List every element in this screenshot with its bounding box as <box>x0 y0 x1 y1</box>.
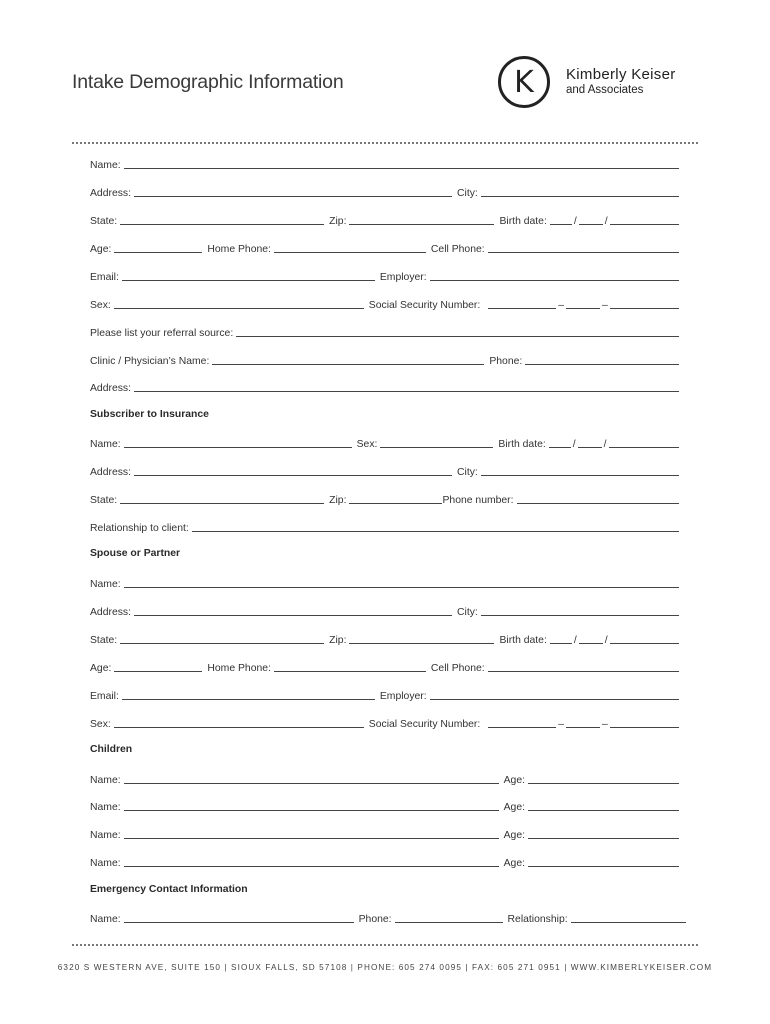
date-slash: / <box>573 635 577 646</box>
phone-label: Phone: <box>489 356 523 367</box>
subscriber-zip-field[interactable] <box>349 503 442 504</box>
subscriber-state-field[interactable] <box>120 503 324 504</box>
client-address-field[interactable] <box>134 196 452 197</box>
client-zip-field[interactable] <box>349 224 494 225</box>
client-state-field[interactable] <box>120 224 324 225</box>
client-ssn-part1-field[interactable] <box>488 308 556 309</box>
date-slash: / <box>604 216 608 227</box>
home-phone-label: Home Phone: <box>207 663 271 674</box>
date-slash: / <box>603 439 607 450</box>
state-label: State: <box>90 216 118 227</box>
email-label: Email: <box>90 691 119 702</box>
spouse-email-field[interactable] <box>122 699 375 700</box>
referral-label: Please list your referral source: <box>90 328 234 339</box>
clinic-row <box>90 353 679 367</box>
subscriber-name-row <box>90 436 679 450</box>
age-label: Age: <box>503 775 525 786</box>
birth-date-label: Birth date: <box>499 216 547 227</box>
client-ssn-part2-field[interactable] <box>566 308 600 309</box>
client-birth-day-field[interactable] <box>579 224 603 225</box>
name-label: Name: <box>90 775 121 786</box>
client-birth-year-field[interactable] <box>610 224 679 225</box>
cell-phone-label: Cell Phone: <box>430 663 485 674</box>
spouse-home-phone-field[interactable] <box>274 671 426 672</box>
ssn-dash: – <box>602 300 608 311</box>
emergency-relationship-field[interactable] <box>571 922 686 923</box>
client-email-row <box>90 269 679 283</box>
child-2-age-field[interactable] <box>528 810 679 811</box>
spouse-sex-row <box>90 716 679 730</box>
name-label: Name: <box>90 858 121 869</box>
client-name-field[interactable] <box>124 168 679 169</box>
child-2-name-field[interactable] <box>124 810 499 811</box>
client-address-row <box>90 185 679 199</box>
spouse-birth-day-field[interactable] <box>579 643 603 644</box>
child-3-age-field[interactable] <box>528 838 679 839</box>
subscriber-relationship-row <box>90 520 679 534</box>
address-label: Address: <box>90 188 132 199</box>
section-heading-spouse: Spouse or Partner <box>90 548 181 559</box>
child-4-age-field[interactable] <box>528 866 679 867</box>
section-heading-children: Children <box>90 744 133 755</box>
client-city-field[interactable] <box>481 196 679 197</box>
client-sex-field[interactable] <box>114 308 364 309</box>
child-row-1 <box>90 772 679 786</box>
birth-date-label: Birth date: <box>498 439 546 450</box>
client-name-row <box>90 157 679 171</box>
spouse-ssn-part3-field[interactable] <box>610 727 679 728</box>
subscriber-address-row <box>90 464 679 478</box>
section-heading-emergency: Emergency Contact Information <box>90 884 248 895</box>
clinic-address-field[interactable] <box>134 391 679 392</box>
sex-label: Sex: <box>90 719 111 730</box>
client-ssn-part3-field[interactable] <box>610 308 679 309</box>
emergency-contact-row <box>90 911 686 925</box>
spouse-ssn-part2-field[interactable] <box>566 727 600 728</box>
section-heading-subscriber: Subscriber to Insurance <box>90 409 209 420</box>
spouse-city-field[interactable] <box>481 615 679 616</box>
child-3-name-field[interactable] <box>124 838 499 839</box>
ssn-dash: – <box>558 719 565 730</box>
spouse-email-row <box>90 688 679 702</box>
age-label: Age: <box>90 244 112 255</box>
name-label: Name: <box>90 439 121 450</box>
subscriber-relationship-field[interactable] <box>192 531 679 532</box>
logo-text <box>566 67 676 97</box>
subscriber-birth-year-field[interactable] <box>609 447 679 448</box>
subscriber-city-field[interactable] <box>481 475 679 476</box>
spouse-birth-year-field[interactable] <box>610 643 679 644</box>
ssn-dash: – <box>558 300 565 311</box>
clinic-phone-field[interactable] <box>525 364 679 365</box>
logo-company-name: Kimberly Keiser <box>566 66 676 84</box>
child-row-3 <box>90 827 679 841</box>
name-label: Name: <box>90 160 121 171</box>
client-age-row <box>90 241 679 255</box>
date-slash: / <box>573 216 577 227</box>
home-phone-label: Home Phone: <box>207 244 271 255</box>
child-1-name-field[interactable] <box>124 783 499 784</box>
employer-label: Employer: <box>379 691 427 702</box>
address-label: Address: <box>90 383 132 394</box>
sex-label: Sex: <box>356 439 378 450</box>
name-label: Name: <box>90 802 121 813</box>
subscriber-address-field[interactable] <box>134 475 452 476</box>
cell-phone-label: Cell Phone: <box>430 244 485 255</box>
employer-label: Employer: <box>379 272 427 283</box>
name-label: Name: <box>90 579 121 590</box>
emergency-name-field[interactable] <box>124 922 354 923</box>
phone-label: Phone: <box>358 914 392 925</box>
zip-label: Zip: <box>329 635 347 646</box>
spouse-age-field[interactable] <box>114 671 202 672</box>
date-slash: / <box>572 439 576 450</box>
phone-number-label: Phone number: <box>442 495 514 506</box>
spouse-birth-month-field[interactable] <box>550 643 572 644</box>
age-label: Age: <box>90 663 112 674</box>
spouse-name-field[interactable] <box>124 587 679 588</box>
state-label: State: <box>90 635 118 646</box>
top-dotted-divider <box>72 142 698 144</box>
sex-label: Sex: <box>90 300 111 311</box>
birth-date-label: Birth date: <box>499 635 547 646</box>
ssn-label: Social Security Number: <box>368 300 481 311</box>
age-label: Age: <box>503 858 525 869</box>
referral-row <box>90 325 679 339</box>
clinic-label: Clinic / Physician’s Name: <box>90 356 210 367</box>
zip-label: Zip: <box>329 216 347 227</box>
page-title: Intake Demographic Information <box>72 71 344 93</box>
subscriber-sex-field[interactable] <box>380 447 493 448</box>
client-sex-row <box>90 297 679 311</box>
client-email-field[interactable] <box>122 280 375 281</box>
city-label: City: <box>457 607 478 618</box>
child-1-age-field[interactable] <box>528 783 679 784</box>
spouse-name-row <box>90 576 679 590</box>
name-label: Name: <box>90 914 121 925</box>
clinic-address-row <box>90 380 679 394</box>
city-label: City: <box>457 188 478 199</box>
ssn-dash: – <box>602 719 608 730</box>
relationship-label: Relationship: <box>507 914 568 925</box>
age-label: Age: <box>503 830 525 841</box>
city-label: City: <box>457 467 478 478</box>
age-label: Age: <box>503 802 525 813</box>
child-4-name-field[interactable] <box>124 866 499 867</box>
child-row-4 <box>90 855 679 869</box>
subscriber-birth-month-field[interactable] <box>549 447 571 448</box>
clinic-name-field[interactable] <box>212 364 484 365</box>
logo-company-subtitle: and Associates <box>566 84 644 97</box>
spouse-zip-field[interactable] <box>349 643 494 644</box>
footer-contact-info: 6320 S WESTERN AVE, SUITE 150 | SIOUX FALLS, SD 57108 | PHONE: 605 274 0095 | FAX: 605 271 0951 | WWW.KIMBERLYKEISER.COM <box>57 963 713 972</box>
spouse-address-row <box>90 604 679 618</box>
client-state-row <box>90 213 679 227</box>
date-slash: / <box>604 635 608 646</box>
name-label: Name: <box>90 830 121 841</box>
subscriber-name-field[interactable] <box>124 447 352 448</box>
bottom-dotted-divider <box>72 944 698 946</box>
spouse-state-field[interactable] <box>120 643 324 644</box>
spouse-sex-field[interactable] <box>114 727 364 728</box>
child-row-2 <box>90 799 679 813</box>
zip-label: Zip: <box>329 495 347 506</box>
subscriber-birth-day-field[interactable] <box>578 447 602 448</box>
address-label: Address: <box>90 607 132 618</box>
client-employer-field[interactable] <box>430 280 679 281</box>
address-label: Address: <box>90 467 132 478</box>
email-label: Email: <box>90 272 119 283</box>
client-cell-phone-field[interactable] <box>488 252 679 253</box>
relationship-to-client-label: Relationship to client: <box>90 523 189 534</box>
spouse-ssn-part1-field[interactable] <box>488 727 556 728</box>
referral-source-field[interactable] <box>236 336 679 337</box>
ssn-label: Social Security Number: <box>368 719 481 730</box>
emergency-phone-field[interactable] <box>395 922 503 923</box>
client-age-field[interactable] <box>114 252 202 253</box>
subscriber-state-row <box>90 492 679 506</box>
spouse-state-row <box>90 632 679 646</box>
client-birth-month-field[interactable] <box>550 224 572 225</box>
logo-k-mark: K <box>498 56 550 108</box>
spouse-cell-phone-field[interactable] <box>488 671 679 672</box>
state-label: State: <box>90 495 118 506</box>
spouse-employer-field[interactable] <box>430 699 679 700</box>
subscriber-phone-field[interactable] <box>517 503 679 504</box>
client-home-phone-field[interactable] <box>274 252 426 253</box>
company-logo <box>498 56 676 108</box>
spouse-address-field[interactable] <box>134 615 452 616</box>
spouse-age-row <box>90 660 679 674</box>
